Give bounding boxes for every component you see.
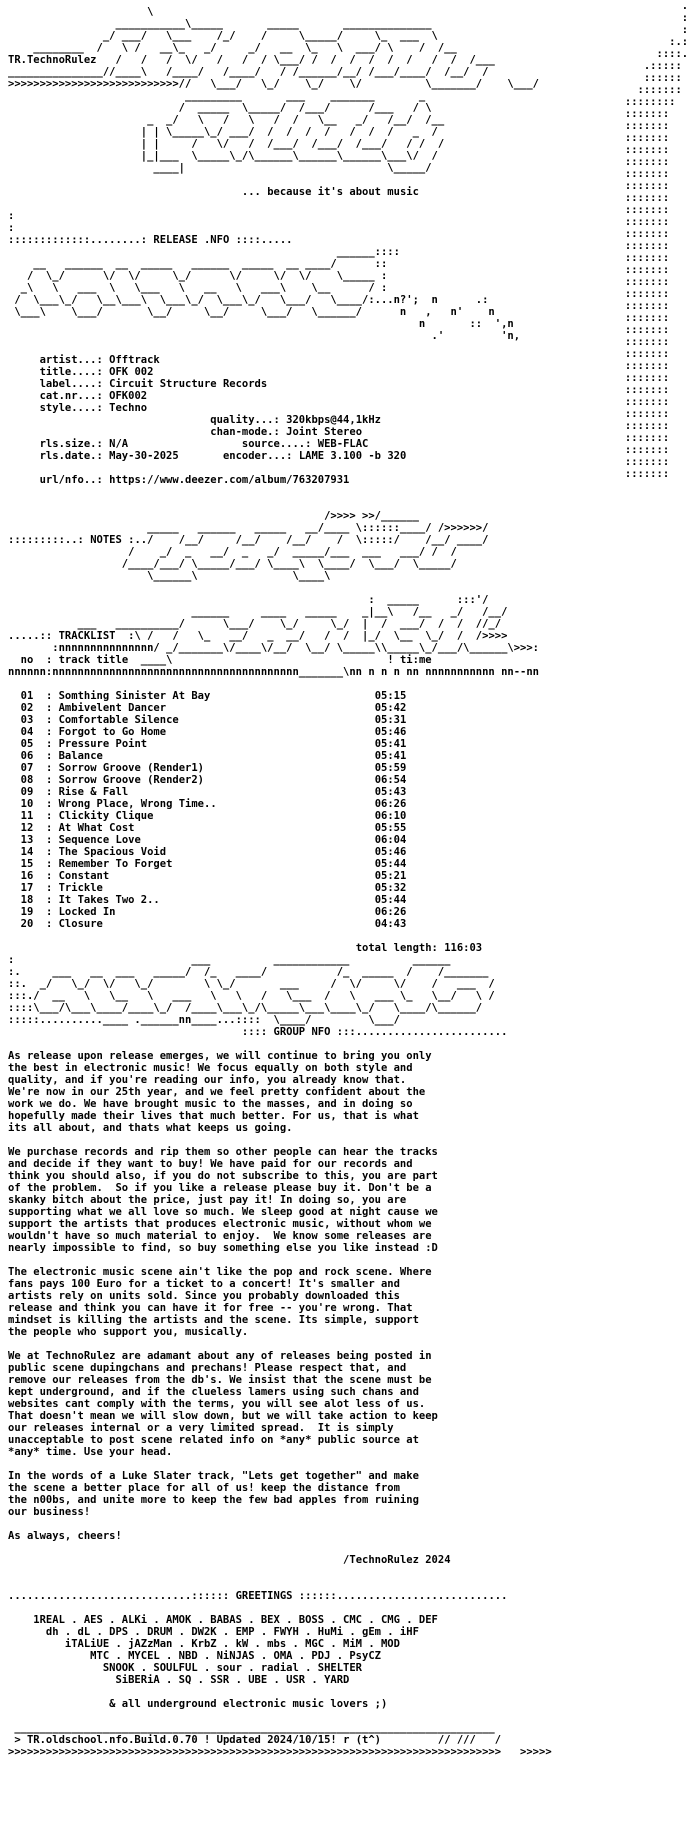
track-row: 10 : Wrong Place, Wrong Time.. 06:26 bbox=[20, 798, 407, 810]
footer-build: TR.oldschool.nfo.Build.0.70 bbox=[26, 1734, 198, 1746]
total-label: total length: bbox=[355, 942, 438, 954]
track-row: 15 : Remember To Forget 05:44 bbox=[20, 858, 407, 870]
style-value: Techno bbox=[109, 402, 148, 414]
encoder-value: LAME 3.100 -b 320 bbox=[298, 450, 407, 462]
track-time: 06:26 bbox=[374, 798, 407, 810]
label-value: Circuit Structure Records bbox=[109, 378, 268, 390]
track-number: 14 bbox=[20, 846, 34, 858]
track-title: The Spacious Void bbox=[58, 846, 167, 858]
group-nfo-paragraph: As release upon release emerges, we will continue to bring you only the best in electronic music! We focus equally on both style and quality, and if you're reading our info, you already know that. We're now in our 25th year, and we feel pretty confident about the work we do. We have brought music to the masses, and in doing so hopefully made their lives that much better. For us, that is what its all about, and thats what keeps us going. bbox=[8, 1050, 432, 1134]
track-time: 04:43 bbox=[374, 918, 407, 930]
track-number: 04 bbox=[20, 726, 34, 738]
track-row: 19 : Locked In 06:26 bbox=[20, 906, 407, 918]
track-number: 10 bbox=[20, 798, 34, 810]
track-title: Sequence Love bbox=[58, 834, 141, 846]
track-row: 20 : Closure 04:43 bbox=[20, 918, 407, 930]
url-value[interactable]: https://www.deezer.com/album/763207931 bbox=[109, 474, 350, 486]
release-section-label: RELEASE .NFO bbox=[153, 234, 230, 246]
group-nfo-paragraph: In the words of a Luke Slater track, "Lets get together" and make the scene a better place for all of us! keep the distance from the n00bs, and unite more to keep the few bad apples from ruining our business! bbox=[8, 1470, 419, 1518]
track-title: Balance bbox=[58, 750, 103, 762]
track-row: 08 : Sorrow Groove (Render2) 06:54 bbox=[20, 774, 407, 786]
total-value: 116:03 bbox=[444, 942, 483, 954]
track-time: 06:26 bbox=[374, 906, 407, 918]
track-number: 07 bbox=[20, 762, 34, 774]
track-title: Wrong Place, Wrong Time.. bbox=[58, 798, 217, 810]
track-time: 05:44 bbox=[374, 894, 407, 906]
tagline: ... because it's about music bbox=[241, 186, 419, 198]
track-title: Sorrow Groove (Render2) bbox=[58, 774, 205, 786]
greetings-line: dh . dL . DPS . DRUM . DW2K . EMP . FWYH . HuMi . gEm . iHF bbox=[45, 1626, 419, 1638]
col-title: track title bbox=[58, 654, 129, 666]
catnr-value: OFK002 bbox=[109, 390, 148, 402]
track-title: Trickle bbox=[58, 882, 103, 894]
track-time: 05:42 bbox=[374, 702, 407, 714]
track-row: 03 : Comfortable Silence 05:31 bbox=[20, 714, 407, 726]
track-number: 09 bbox=[20, 786, 34, 798]
track-row: 13 : Sequence Love 06:04 bbox=[20, 834, 407, 846]
quality-value: 320kbps@44,1kHz bbox=[286, 414, 381, 426]
group-nfo-body bbox=[8, 1050, 438, 1542]
track-title: It Takes Two 2.. bbox=[58, 894, 160, 906]
track-title: Sorrow Groove (Render1) bbox=[58, 762, 205, 774]
logo-top: \ ___________\_____ _____ ______________ _/ ___/ \___ /_/ / \_____/ \_ ___ \ ________ / \ / __\_ _/ _/ __ \_ \ ___/ \ / /__ TR.TechnoRulez / / / \/ / / / \___/ / / / / / / / / /___ _______________//____\ /____/ /____/ / /______/__/ /___/____/ /__/ / >>>>>>>>>>>>>>>>>>>>>>>>>>>// \___/ \_/ \_/ \/ \_______/ \___/ _________ ___ _______ _ / _____ \_____/ /___/ /___ / \ _ _/ \ / \ / / \__ _/ /__/ /__ | | \_____\_/ ___/ / / / / / / / _ / | | / \/ / /___/ /___/ /___/ / / / |_|___ \_____\_/\______\______\______\___\/ / ____| \_____/ ... because it's about music : : :::::::::::::........: RELEASE .NFO ::::..... ______:::: __ ______ __ _____ ______ _____ __ ____/ :: / \_/ \/ \/ \_/ \/ \/ \/ \_____ : _\ \ ___ \ \___ \ __ \ ___\ \__ / : / \___\_/ \__\___\ \___\_/ \___\_/ \___/ \____/:...n?'; n .: \___\ \___/ \__/ \__/ \___/ \______/ n , n' n n :: ',n .' 'n, bbox=[8, 6, 540, 342]
track-row: 04 : Forgot to Go Home 05:46 bbox=[20, 726, 407, 738]
track-row: 12 : At What Cost 05:55 bbox=[20, 822, 407, 834]
track-number: 02 bbox=[20, 702, 34, 714]
track-time: 05:59 bbox=[374, 762, 407, 774]
right-border-art: . : : :.: ::::. .::::: :::::: ::::::: :::::::: ::::::: ::::::: ::::::: ::::::: ::::::: ::::::: ::::::: ::::::: ::::::: ::::::: ::::::: ::::::: ::::::: ::::::: ::::::: ::::::: ::::::: ::::::: ::::::: ::::::: ::::::: ::::::: ::::::: ::::::: ::::::: ::::::: ::::::: ::::::: ::::::: ::::::: ::::::: bbox=[624, 0, 688, 480]
group-nfo-section: : ___ ____________ ______ :. ___ __ ___ _____/ /_ ____/ /_ _____ / /_______ ::. _/ \_/ \/ \_/ \ \_/ ___ / \/ \/ / ___ / :::./ __ \ \__ \ ___ \ \ / \___ / \ ___ \_ \__/ \ / ::::\___/\___\____/____\_/ /____\___\_/\_____\___\____\_/ \____/\______/ :::::..........____ .______nn____...:::: \____/ \___/ :::: GROUP NFO :::........................ As release upon release emerges, we will continue to bring you only the best in electronic music! We focus equally on both style and quality, and if you're reading our info, you already know that. We're now in our 25th year, and we feel pretty confident about the work we do. We have brought music to the masses, and in doing so hopefully made their lives that much better. For us, that is what its all about, and thats what keeps us going. We purchase records and rip them so other people can hear the tracks and decide if they want to buy! We have paid for our records and think you should also, if you do not subscribe to this, you are part of the problem. So if you like a release please buy it. Don't be a skanky bitch about the price, just pay it! In doing so, you are supporting what we all love so much. We sleep good at night cause we support the artists that produces electronic music, without whom we wouldn't have so much material to enjoy. We know some releases are nearly impossible to find, so buy something else you like instead :D The electronic music scene ain't like the pop and rock scene. Where fans pays 100 Euro for a ticket to a concert! It's smaller and artists rely on units sold. Since you probably downloaded this release and think you can have it for free -- you're wrong. That mindset is killing the artists and the scene. Its simple, support the people who support you, musically. We at TechnoRulez are adamant about any of releases being posted in public scene dupingchans and prechans! Please respect that, and remove our releases from the db's. We insist that the scene must be kept underground, and if the clueless lamers using such chans and websites cant comply with the terms, you will see alot less of us. That doesn't mean we will slow down, but we will take action to keep our releases internal or a very limited spread. It is simply unacceptable to post scene related info on *any* public source at *any* time. Use your head. In the words of a Luke Slater track, "Lets get together" and make the scene a better place for all of us! keep the distance from the n00bs, and unite more to keep the few bad apples from ruining our business! As always, cheers! /TechnoRulez 2024 .............................:::::: GREETINGS ::::::........................... 1REAL . AES . ALKi . AMOK . BABAS . BEX . BOSS . CMC . CMG . DEF dh . dL . DPS . DRUM . DW2K . EMP . FWYH . HuMi . gEm . iHF iTALiUE . jAZzMan . KrbZ . kW . mbs . MGC . MiM . MOD MTC . MYCEL . NBD . NiNJAS . OMA . PDJ . PsyCZ SNOOK . SOULFUL . sour . radial . SHELTER SiBERiA . SQ . SSR . UBE . USR . YARD & all underground electronic music lovers ;) ____________________________________________________________________________ > TR.oldschool.nfo.Build.0.70 ! Updated 2024/10/15! r (t^) // /// / >>>>>>>>>>>>>>>>>>>>>>>>>>>>>>>>>>>>>>>>>>>>>>>>>>>>>>>>>>>>>>>>>>>>>>>>>>>>>> >>>>> bbox=[8, 954, 552, 1758]
track-row: 06 : Balance 05:41 bbox=[20, 750, 407, 762]
track-row: 05 : Pressure Point 05:41 bbox=[20, 738, 407, 750]
signature: /TechnoRulez 2024 bbox=[343, 1554, 451, 1566]
track-time: 05:32 bbox=[374, 882, 407, 894]
track-number: 03 bbox=[20, 714, 34, 726]
col-time: ti:me bbox=[399, 654, 432, 666]
greetings-line: iTALiUE . jAZzMan . KrbZ . kW . mbs . MGC . MiM . MOD bbox=[64, 1638, 400, 1650]
source-value: WEB-FLAC bbox=[317, 438, 369, 450]
group-nfo-paragraph: We at TechnoRulez are adamant about any of releases being posted in public scene dupingchans and prechans! Please respect that, and remove our releases from the db's. We insist that the scene must be kept underground, and if the clueless lamers using such chans and websites cant comply with the terms, you will see alot less of us. That doesn't mean we will slow down, but we will take action to keep our releases internal or a very limited spread. It is simply unacceptable to post scene related info on *any* public source at *any* time. Use your head. bbox=[8, 1350, 438, 1458]
track-number: 06 bbox=[20, 750, 34, 762]
title-value: OFK 002 bbox=[109, 366, 154, 378]
track-number: 18 bbox=[20, 894, 34, 906]
track-number: 15 bbox=[20, 858, 34, 870]
greetings-list bbox=[8, 1614, 438, 1686]
track-row: 16 : Constant 05:21 bbox=[20, 870, 407, 882]
nfo-document bbox=[8, 6, 552, 1758]
artist-value: Offtrack bbox=[109, 354, 160, 366]
greetings-line: 1REAL . AES . ALKi . AMOK . BABAS . BEX . BOSS . CMC . CMG . DEF bbox=[33, 1614, 438, 1626]
track-row: 02 : Ambivelent Dancer 05:42 bbox=[20, 702, 407, 714]
track-title: Ambivelent Dancer bbox=[58, 702, 167, 714]
greetings-line: MTC . MYCEL . NBD . NiNJAS . OMA . PDJ . PsyCZ bbox=[90, 1650, 381, 1662]
track-row: 17 : Trickle 05:32 bbox=[20, 882, 407, 894]
track-time: 05:55 bbox=[374, 822, 407, 834]
track-time: 05:15 bbox=[374, 690, 407, 702]
group-nfo-paragraph: As always, cheers! bbox=[8, 1530, 122, 1542]
track-number: 05 bbox=[20, 738, 34, 750]
col-no: no bbox=[20, 654, 34, 666]
track-row: 01 : Somthing Sinister At Bay 05:15 bbox=[20, 690, 407, 702]
track-title: Clickity Clique bbox=[58, 810, 154, 822]
track-row: 18 : It Takes Two 2.. 05:44 bbox=[20, 894, 407, 906]
tracklist-section: : _____ :::'/ ______ ____ _____ _|__\ /__ _/ /__/ ___ __________/ \___/ \_/ \_/ | / ___/ / / //_/ .....:: TRACKLIST :\ / / \_ __/ _ __/ / / |_/ \__ \_/ / />>>> :nnnnnnnnnnnnnnn/ _/_______\/____\/__/ \__/ \_____\\_____\_/___/\______\>>>: no : track title ____\ ! ti:me nnnnnn:nnnnnnnnnnnnnnnnnnnnnnnnnnnnnnnnnnnnnnn_______\nn n n n nn nnnnnnnnnnn nn--nn 01 : Somthing Sinister At Bay 05:15 02 : Ambivelent Dancer 05:42 03 : Comfortable Silence 05:31 04 : Forgot to Go Home 05:46 05 : Pressure Point 05:41 06 : Balance 05:41 07 : Sorrow Groove (Render1) 05:59 08 : Sorrow Groove (Render2) 06:54 09 : Rise & Fall 05:43 10 : Wrong Place, Wrong Time.. 06:26 11 : Clickity Clique 06:10 12 : At What Cost 05:55 13 : Sequence Love 06:04 14 : The Spacious Void 05:46 15 : Remember To Forget 05:44 16 : Constant 05:21 17 : Trickle 05:32 18 : It Takes Two 2.. 05:44 19 : Locked In 06:26 20 : Closure 04:43 total length: 116:03 bbox=[8, 594, 540, 954]
greetings-line: SNOOK . SOULFUL . sour . radial . SHELTER bbox=[102, 1662, 363, 1674]
track-number: 20 bbox=[20, 918, 34, 930]
track-number: 17 bbox=[20, 882, 34, 894]
greetings-label: GREETINGS bbox=[235, 1590, 293, 1602]
group-nfo-paragraph: The electronic music scene ain't like the pop and rock scene. Where fans pays 100 Euro for a ticket to a concert! It's smaller and artists rely on units sold. Since you probably downloaded this release and think you can have it for free -- you're wrong. That mindset is killing the artists and the scene. Its simple, support the people who support you, musically. bbox=[8, 1266, 432, 1338]
track-title: Comfortable Silence bbox=[58, 714, 179, 726]
group-tag: TR.TechnoRulez bbox=[8, 54, 97, 66]
track-number: 08 bbox=[20, 774, 34, 786]
notes-section-label: NOTES bbox=[90, 534, 122, 546]
track-title: Locked In bbox=[58, 906, 116, 918]
track-time: 05:41 bbox=[374, 750, 407, 762]
track-list bbox=[8, 690, 406, 930]
track-number: 01 bbox=[20, 690, 34, 702]
track-time: 06:54 bbox=[374, 774, 407, 786]
track-time: 05:41 bbox=[374, 738, 407, 750]
track-title: Closure bbox=[58, 918, 103, 930]
track-row: 14 : The Spacious Void 05:46 bbox=[20, 846, 407, 858]
track-title: Somthing Sinister At Bay bbox=[58, 690, 211, 702]
track-title: Constant bbox=[58, 870, 110, 882]
track-time: 06:10 bbox=[374, 810, 407, 822]
group-nfo-label: GROUP NFO bbox=[273, 1026, 331, 1038]
date-value: May-30-2025 bbox=[109, 450, 179, 462]
release-info: artist...: Offtrack title....: OFK 002 label....: Circuit Structure Records cat.nr...: OFK002 style....: Techno quality...: 320kbps@44,1kHz chan-mode.: Joint Stereo rls.size.: N/A source....: WEB-FLAC rls.date.: May-30-2025 encoder...: LAME 3.100 -b 320 url/nfo..: https://www.deezer.com/album/763207931 />>>> >>/______ _____ ______ _____ __/____ \::::::____/ />>>>>>/ :::::::::..: NOTES :../ /__/ /__/ /__/ / \:::::/ /__/ ____/ / _/ _ __/ _ _/ _____/___ ___ ___/ / / /____/___/ \_____/___/ \____\ \____/ \___/ \_____/ \______\ \____\ bbox=[8, 354, 489, 582]
track-time: 05:43 bbox=[374, 786, 407, 798]
track-time: 05:31 bbox=[374, 714, 407, 726]
track-time: 05:44 bbox=[374, 858, 407, 870]
track-time: 05:21 bbox=[374, 870, 407, 882]
track-title: Remember To Forget bbox=[58, 858, 173, 870]
track-row: 07 : Sorrow Groove (Render1) 05:59 bbox=[20, 762, 407, 774]
track-time: 05:46 bbox=[374, 846, 407, 858]
track-number: 12 bbox=[20, 822, 34, 834]
track-time: 06:04 bbox=[374, 834, 407, 846]
greetings-line: SiBERiA . SQ . SSR . UBE . USR . YARD bbox=[115, 1674, 350, 1686]
tracklist-label: TRACKLIST bbox=[58, 630, 116, 642]
track-row: 09 : Rise & Fall 05:43 bbox=[20, 786, 407, 798]
track-title: Forgot to Go Home bbox=[58, 726, 167, 738]
footer-updated: Updated 2024/10/15 bbox=[216, 1734, 331, 1746]
track-number: 13 bbox=[20, 834, 34, 846]
track-title: At What Cost bbox=[58, 822, 135, 834]
chan-mode-value: Joint Stereo bbox=[286, 426, 363, 438]
track-title: Pressure Point bbox=[58, 738, 148, 750]
greetings-closing: & all underground electronic music lovers ;) bbox=[109, 1698, 388, 1710]
size-value: N/A bbox=[109, 438, 129, 450]
track-row: 11 : Clickity Clique 06:10 bbox=[20, 810, 407, 822]
group-nfo-paragraph: We purchase records and rip them so other people can hear the tracks and decide if they want to buy! We have paid for our records and think you should also, if you do not subscribe to this, you are part of the problem. So if you like a release please buy it. Don't be a skanky bitch about the price, just pay it! In doing so, you are supporting what we all love so much. We sleep good at night cause we support the artists that produces electronic music, without whom we wouldn't have so much material to enjoy. We know some releases are nearly impossible to find, so buy something else you like instead :D bbox=[8, 1146, 438, 1254]
track-title: Rise & Fall bbox=[58, 786, 129, 798]
track-number: 11 bbox=[20, 810, 34, 822]
track-number: 19 bbox=[20, 906, 34, 918]
track-time: 05:46 bbox=[374, 726, 407, 738]
track-number: 16 bbox=[20, 870, 34, 882]
